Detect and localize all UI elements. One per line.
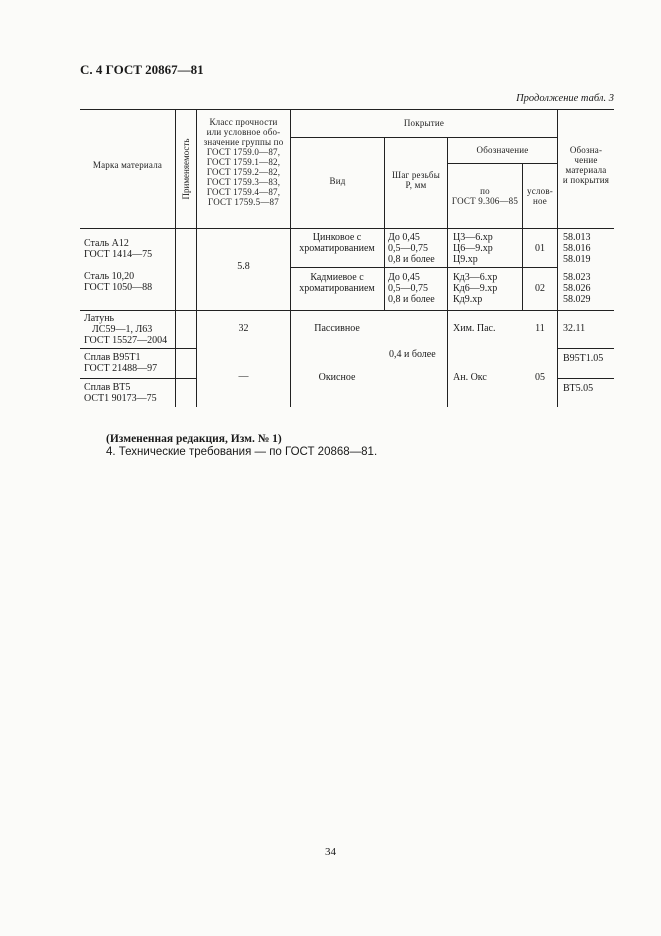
cadmium-gost-designation: Кд3—6.хр Кд6—9.хр Кд9.хр — [453, 272, 498, 305]
passive-material-designation: 32.11 — [563, 323, 586, 334]
designation-header-rule — [447, 163, 557, 164]
row-rule — [80, 348, 196, 349]
header-by-gost: по ГОСТ 9.306—85 — [451, 186, 519, 206]
table-header-rule — [80, 228, 614, 229]
oxide-gost-designation: Ан. Окс — [453, 372, 487, 383]
header-thread-pitch: Шаг резьбы P, мм — [392, 170, 440, 190]
coating-zinc-type: Цинковое с хроматированием — [299, 232, 375, 254]
material-alloy-b95t1: Сплав В95Т1 ГОСТ 21488—97 — [84, 352, 158, 374]
strength-alloy: — — [238, 371, 249, 382]
page-number: 34 — [325, 846, 336, 858]
passive-conditional: 11 — [535, 323, 545, 334]
strength-steel: 5.8 — [237, 261, 250, 272]
technical-requirements-note: 4. Технические требования — по ГОСТ 20868—81. — [106, 446, 378, 458]
row-rule — [80, 378, 196, 379]
zinc-conditional: 01 — [535, 243, 545, 254]
b95t1-material-designation: В95Т1.05 — [563, 353, 604, 364]
common-thread-pitch: 0,4 и более — [389, 349, 436, 360]
page-header: С. 4 ГОСТ 20867—81 — [80, 62, 204, 77]
oxide-conditional: 05 — [535, 372, 545, 383]
strength-brass: 32 — [238, 323, 249, 334]
coating-oxide-type: Окисное — [318, 372, 356, 383]
passive-gost-designation: Хим. Пас. — [453, 323, 496, 334]
row-rule — [80, 310, 614, 311]
coating-cadmium-type: Кадмиевое с хроматированием — [299, 272, 375, 294]
zinc-gost-designation: Ц3—6.хр Ц6—9.хр Ц9.хр — [453, 232, 493, 265]
row-rule — [557, 348, 614, 349]
vt5-material-designation: ВТ5.05 — [563, 383, 594, 394]
header-applicability: Применяемость — [181, 138, 191, 200]
material-steel-10-20: Сталь 10,20 ГОСТ 1050—88 — [84, 271, 153, 293]
zinc-thread-pitch: До 0,45 0,5—0,75 0,8 и более — [388, 232, 435, 265]
coating-passive-type: Пассивное — [314, 323, 360, 334]
cadmium-material-designation: 58.023 58.026 58.029 — [563, 272, 591, 305]
table-continuation-label: Продолжение табл. 3 — [516, 93, 614, 104]
row-rule — [290, 267, 557, 268]
col-divider — [447, 137, 448, 407]
header-strength-class: Класс прочности или условное обо- значение группы по ГОСТ 1759.0—87, ГОСТ 1759.1—82, ГОСТ 1759.2—82, ГОСТ 1759.3—83, ГОСТ 1759.4—87, ГОСТ 1759.5—87 — [203, 117, 284, 207]
header-coating: Покрытие — [403, 118, 445, 128]
material-steel-a12: Сталь А12 ГОСТ 1414—75 — [84, 238, 153, 260]
row-rule — [557, 378, 614, 379]
edition-note: (Измененная редакция, Изм. № 1) — [106, 433, 282, 445]
header-coating-type: Вид — [329, 176, 346, 186]
zinc-material-designation: 58.013 58.016 58.019 — [563, 232, 591, 265]
table-top-rule — [80, 109, 614, 110]
cadmium-conditional: 02 — [535, 283, 545, 294]
header-designation: Обозначение — [476, 145, 529, 155]
col-divider — [290, 109, 291, 407]
cadmium-thread-pitch: До 0,45 0,5—0,75 0,8 и более — [388, 272, 435, 305]
header-conditional: услов- ное — [527, 186, 553, 206]
material-brass: Латунь ЛС59—1, Л63 ГОСТ 15527—2004 — [84, 313, 168, 346]
material-alloy-vt5: Сплав ВТ5 ОСТ1 90173—75 — [84, 382, 157, 404]
coating-header-rule — [290, 137, 557, 138]
header-material-designation: Обозна- чение материала и покрытия — [562, 145, 610, 185]
col-divider — [384, 137, 385, 310]
header-material: Марка материала — [92, 160, 163, 170]
